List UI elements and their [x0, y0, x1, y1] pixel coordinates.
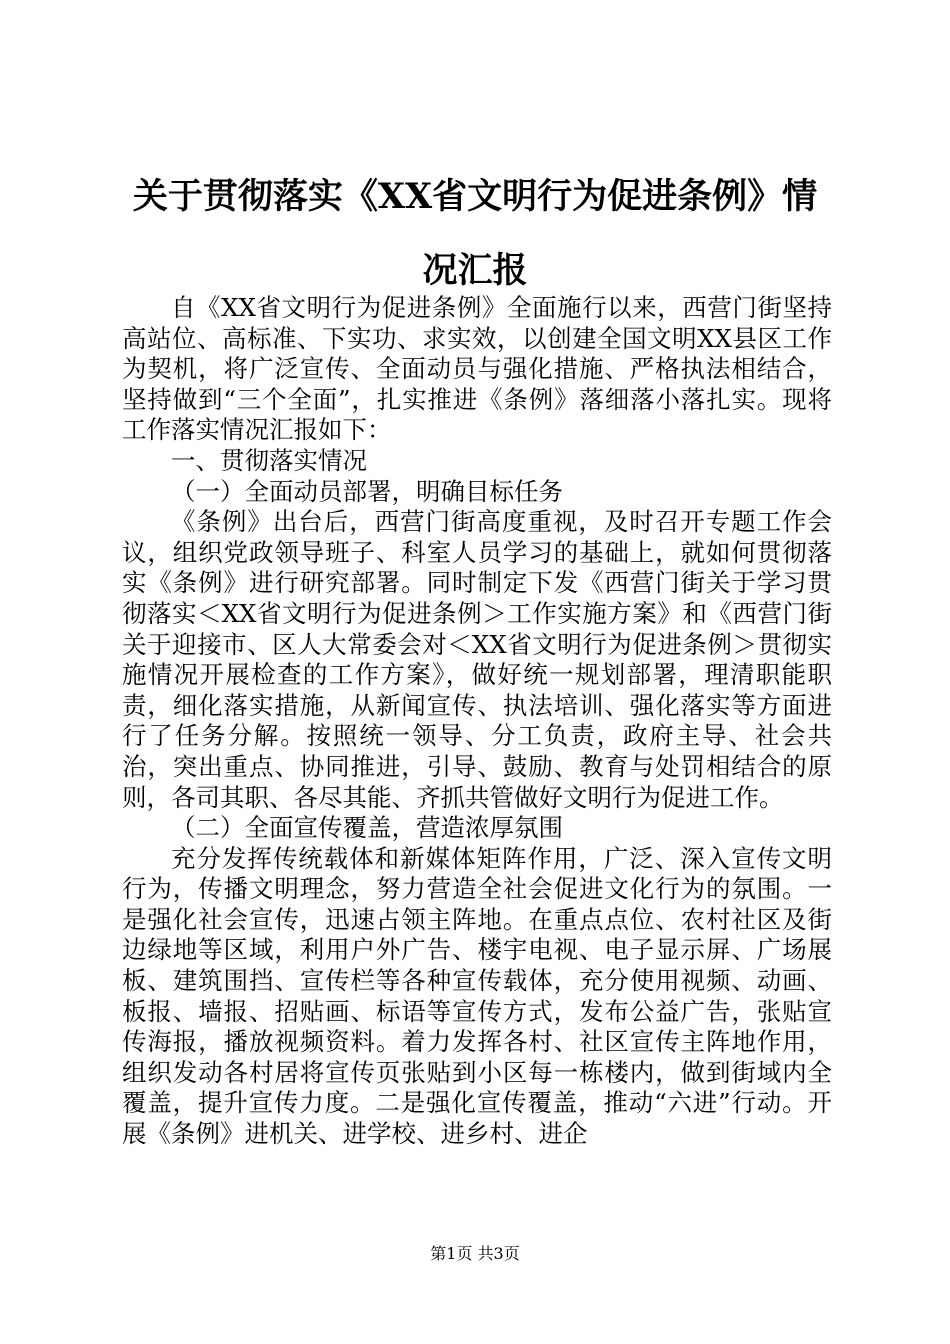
title-line-2: 况汇报 — [422, 250, 528, 291]
intro-paragraph: 自《XX省文明行为促进条例》全面施行以来，西营门街坚持高站位、高标准、下实功、求实效，以创建全国文明XX县区工作为契机，将广泛宣传、全面动员与强化措施、严格执法相结合，坚持做到“三个全面”，扎实推进《条例》落细落小落扎实。现将工作落实情况汇报如下： — [122, 293, 832, 445]
subsection-heading-1: （一）全面动员部署，明确目标任务 — [171, 476, 563, 506]
document-body — [122, 293, 832, 1150]
subsection-heading-2: （二）全面宣传覆盖，营造浓厚氛围 — [171, 813, 563, 843]
title-line-1: 关于贯彻落实《XX省文明行为促进条例》情 — [132, 176, 818, 217]
body-paragraph-1: 《条例》出台后，西营门街高度重视，及时召开专题工作会议，组织党政领导班子、科室人员学习的基础上，就如何贯彻落实《条例》进行研究部署。同时制定下发《西营门街关于学习贯彻落实＜XX省文明行为促进条例＞工作实施方案》和《西营门街关于迎接市、区人大常委会对＜XX省文明行为促进条例＞贯彻实施情况开展检查的工作方案》，做好统一规划部署，理清职能职责，细化落实措施，从新闻宣传、执法培训、强化落实等方面进行了任务分解。按照统一领导、分工负责，政府主导、社会共治，突出重点、协同推进，引导、鼓励、教育与处罚相结合的原则，各司其职、各尽其能、齐抓共管做好文明行为促进工作。 — [122, 507, 832, 812]
body-paragraph-2: 充分发挥传统载体和新媒体矩阵作用，广泛、深入宣传文明行为，传播文明理念，努力营造全社会促进文化行为的氛围。一是强化社会宣传，迅速占领主阵地。在重点点位、农村社区及街边绿地等区域，利用户外广告、楼宇电视、电子显示屏、广场展板、建筑围挡、宣传栏等各种宣传载体，充分使用视频、动画、板报、墙报、招贴画、标语等宣传方式，发布公益广告，张贴宣传海报，播放视频资料。着力发挥各村、社区宣传主阵地作用，组织发动各村居将宣传页张贴到小区每一栋楼内，做到街域内全覆盖，提升宣传力度。二是强化宣传覆盖，推动“六进”行动。开展《条例》进机关、进学校、进乡村、进企 — [122, 843, 832, 1149]
document-title — [120, 160, 830, 308]
page-footer: 第1页 共3页 — [430, 1244, 520, 1263]
section-heading-1: 一、贯彻落实情况 — [171, 445, 367, 475]
